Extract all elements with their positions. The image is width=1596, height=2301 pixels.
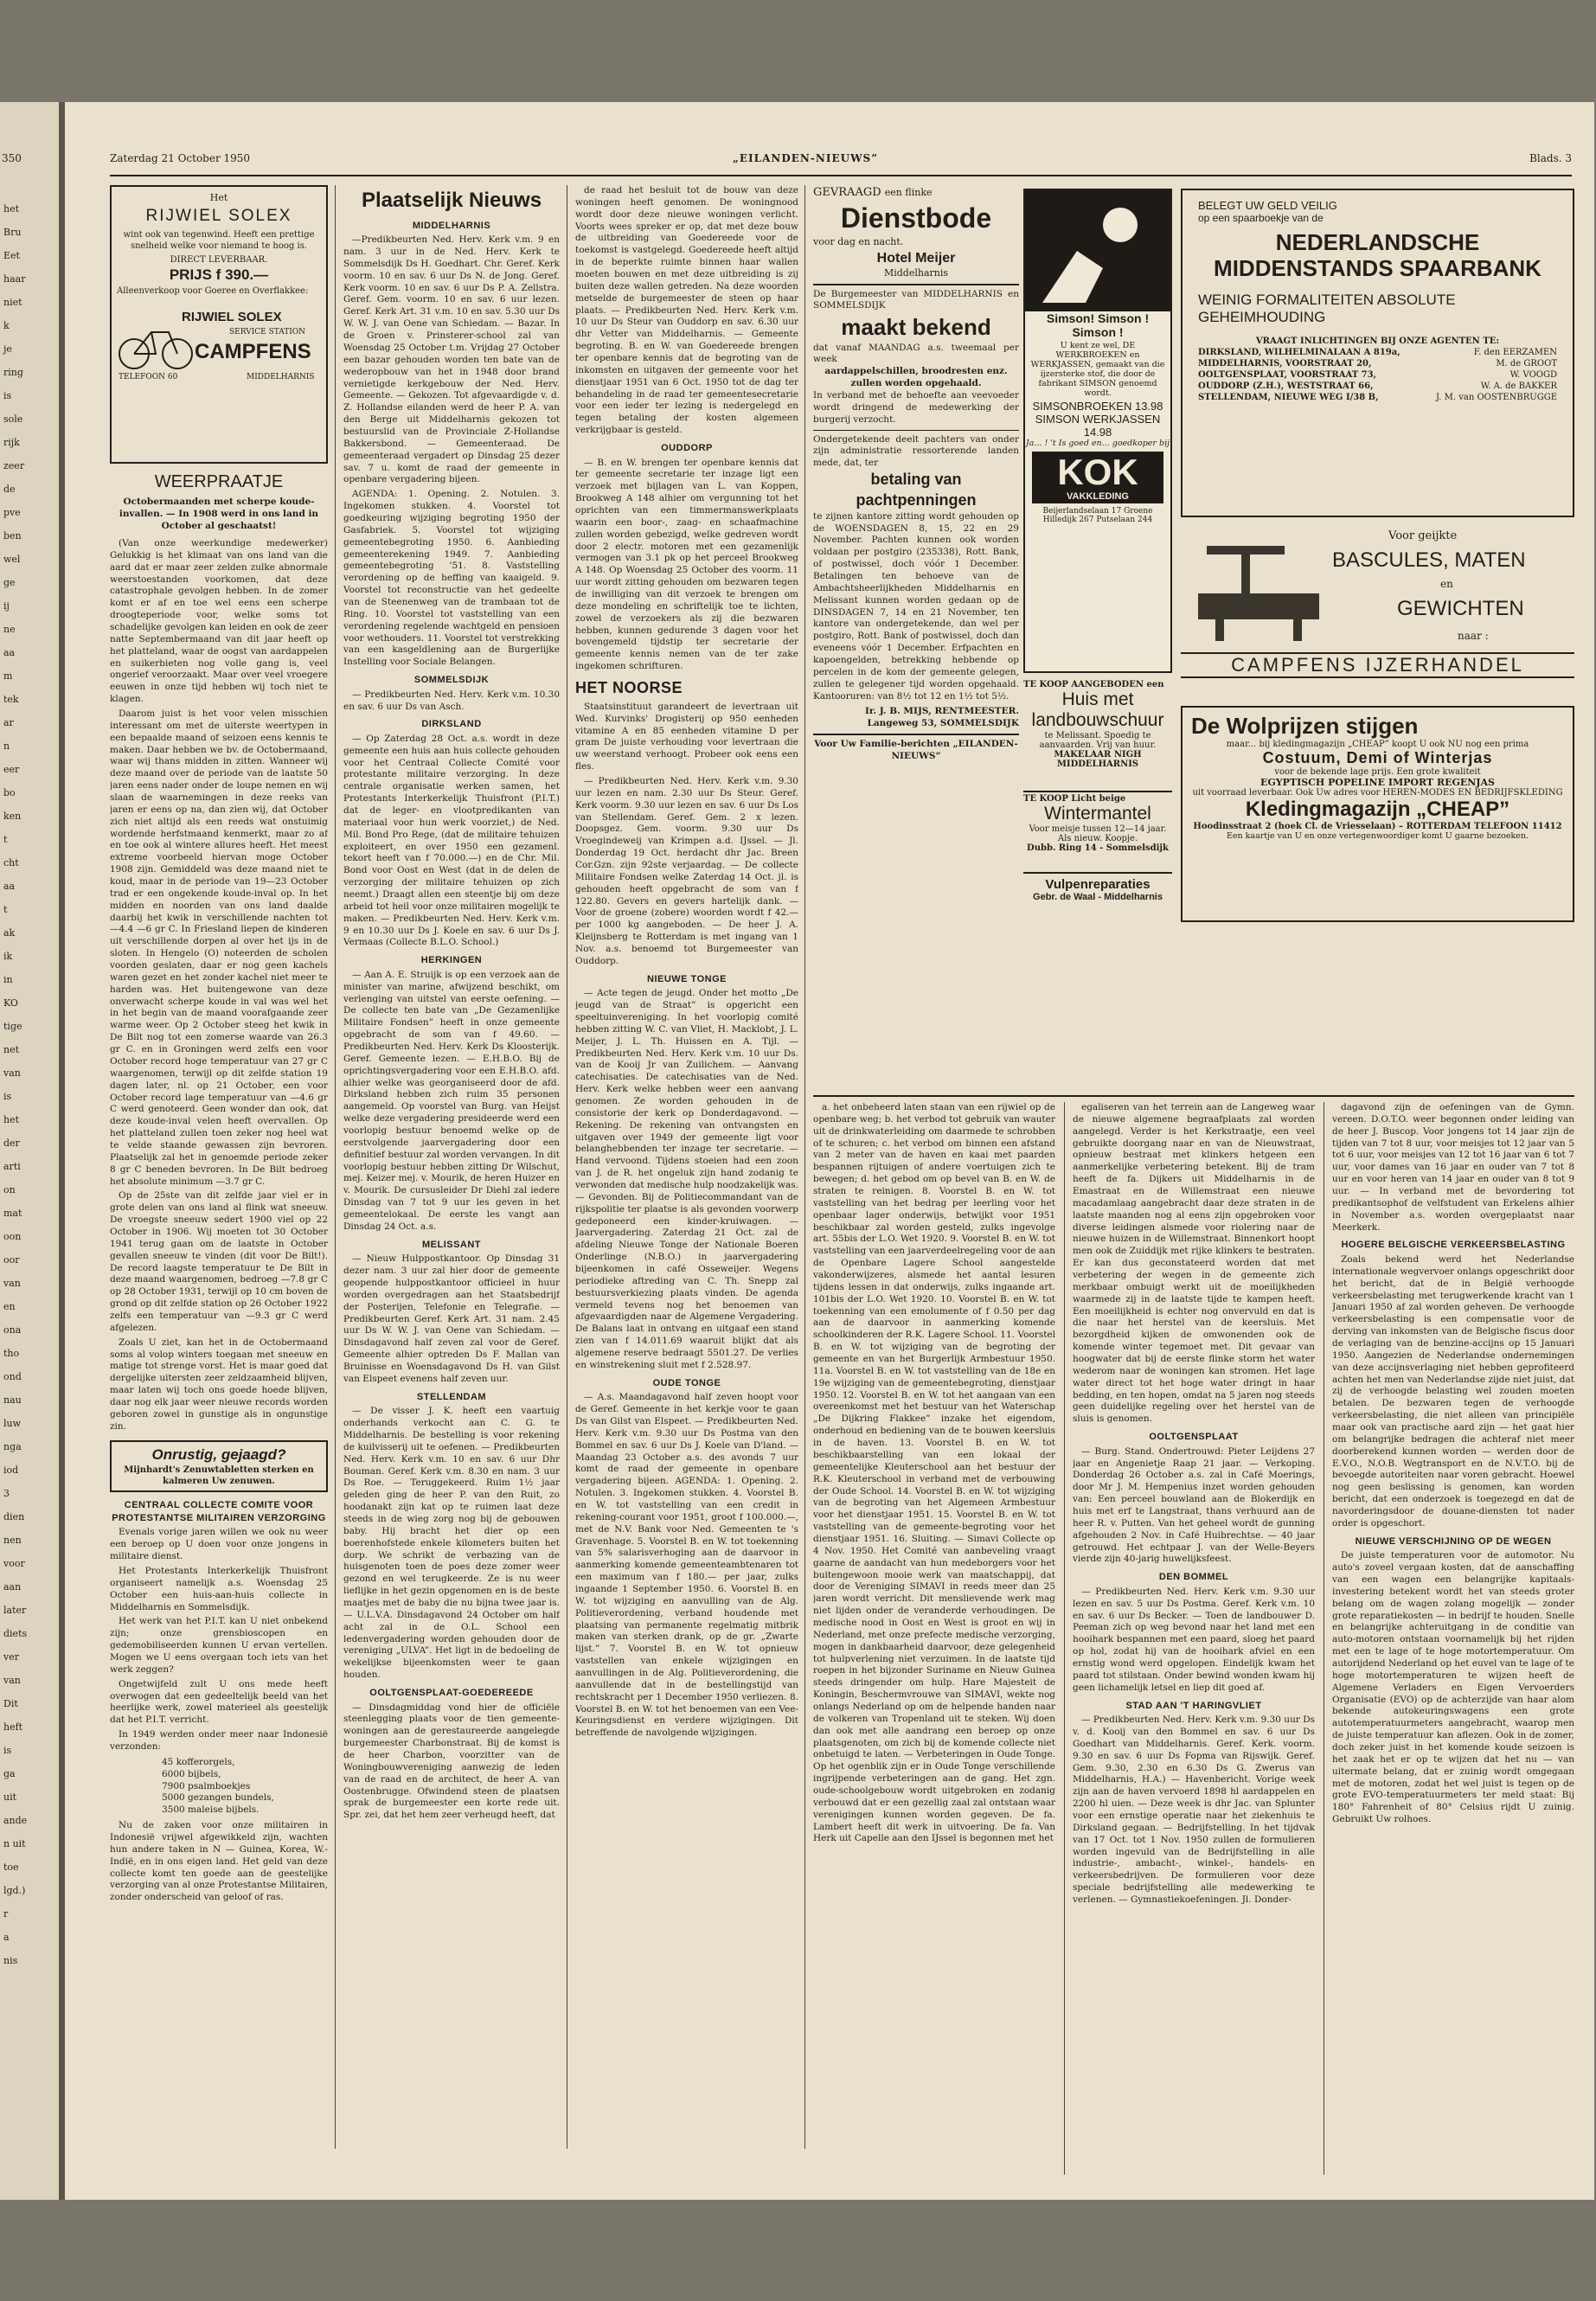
solex-advertisement [110, 185, 328, 464]
weerpraatje-subtitle: Octobermaanden met scherpe koude-invallen. — In 1908 werd in ons land in October al geschaatst! [119, 497, 319, 532]
section-text: — Predikbeurten Ned. Herv. Kerk v.m. 9.30 uur lezen en sav. 5 uur Ds Postma. Geref. Kerk v.m. 10 en sav. 6 uur Ds Becker. — Toen de landbouwer D. Peeman zich op weg bevond naar het land met een hooihark bespannen met een paard, sloeg het paard op hol, zodat hij van de hooihark afviel en een ernstig wond werd opgelopen. Eindelijk kwam het paard tot stilstaan. Onder bewind wonden kwam hij geen lichamelijk letsel en liep dit goed af. [1073, 1586, 1315, 1693]
previous-page-fragment: ge [3, 577, 16, 588]
pacht-sign: Ir. J. B. MIJS, RENTMEESTER. Langeweg 53, SOMMELSDIJK [864, 706, 1019, 729]
plaatselijk-nieuws-title: Plaatselijk Nieuws [361, 189, 542, 212]
previous-page-fragment: aa [3, 647, 16, 658]
section-text: de raad het besluit tot de bouw van deze woningen heeft genomen. De woningnood wordt door deze nieuwe woningen verlicht. Voorts wees spreker er op, dat met deze bouw de uitbreiding van Goedereede voor de toekomst is vastgelegd. Goedereede heeft altijd in de beperkte ruimte binnen haar wallen moeten bouwen en met deze uitbreiding is zij buiten deze wallen getreden. Na deze woorden metselde de burgemeester de steen op haar plaats. — Predikbeurten Ned. Herv. Kerk v.m. 10 uur Ds Steur van Ouddorp en sav. 6.30 uur dhr Vetter van Middelharnis. — Gemeente begroting. B. en W. van Goedereede brengen ter openbare kennis dat de begroting van de inkomsten en uitgaven der gemeente voor het dienstjaar 1951 van 6 Oct. 1950 tot de dag ter behandeling in de raad ter gemeentesecretarie voor een ieder ter lezing is nedergelegd en tegen betaling der kosten algemeen verkrijgbaar is gesteld. [575, 185, 798, 436]
kok-logo-sub: VAKKLEDING [1067, 491, 1129, 502]
logo-telefoon: TELEFOON 60 [119, 372, 178, 381]
previous-page-fragment: haar [3, 273, 26, 285]
section-heading: DEN BOMMEL [1158, 1572, 1229, 1583]
section-heading: NIEUWE TONGE [647, 973, 727, 984]
previous-page-fragment: ben [3, 530, 22, 542]
workman-silhouette-icon [1025, 190, 1170, 311]
previous-page-fragment: is [3, 1091, 12, 1102]
wol-title: De Wolprijzen stijgen [1191, 713, 1419, 739]
section-text: AGENDA: 1. Opening. 2. Notulen. 3. Ingekomen stukken. 4. Voorstel tot goedkeuring wijziging begroting 1950 der Gasfabriek. 5. Voorstel tot wijziging gemeentebegroting 1950. 6. Aanbieding gemeenterekening 1949. 7. Aanbieding gemeentebegroting '51. 8. Vaststelling verordening op de heffing van kaaigeld. 9. Voorstel tot reconstructie van het gedeelte van de Steenenweg van de trambaan tot de Ring. 10. Voorstel tot vaststelling van een verordening regelende wachtgeld en pensioen voor wethouders. 11. Voorstel tot verstrekking van een kasgeldlening aan de Burgerlijke Instelling voor Sociale Belangen. [343, 489, 560, 668]
bekend-text: dat vanaf MAANDAG a.s. tweemaal per week [813, 342, 1019, 365]
wol-t5: uit voorraad leverbaar. Ook Uw adres voor HEREN-MODES EN BEDRIJFSKLEDING [1192, 788, 1563, 798]
previous-page-fragment: Eet [3, 250, 20, 261]
lower4-text: a. het onbeheerd laten staan van een rijwiel op de openbare weg; b. het verbod tot gebruik van wauter uit de drinkwaterleiding om daarmede te schrobben of te schuren; c. het verbod om binnen een afstand van 2 meter van de haven en kaai met paarden bespannen rijtuigen of andere voertuigen zich te bewegen; d. het gebod om op bevel van B. en W. de straten te reinigen. 8. Voorstel B. en W. tot vaststelling van het bedrag per leerling voor het openbaar lager onderwijs, betwijkt voor 1951 beschikbaar zal worden gesteld, zulks ingevolge art. 55bis der L.O. Wet 1920. 9. Voorstel B. en W. tot vaststelling van een jaarverdeelregeling voor de aan de Openbare Lagere School aangestelde vakonderwijzeres, alsmede het aantal lesuren tijdens lessen in dat onderwijs, zulks ingaande art. 101bis der L.O. Wet 1920. 10. Voorstel B. en W. tot toekenning van een emolumente of f 0.50 per dag aan de daarvoor in aanmerking komende schoolkinderen der R.K. Lagere School. 11. Voorstel B. en W. tot wijziging van de begroting der gemeente en van het Burgerlijk Armbestuur 1950. 11a. Voorstel B. en W. tot vaststelling van de 18e en 19e wijziging van de gemeentebegroting, dienstjaar 1950. 12. Voorstel B. en W. tot het aangaan van een overeenkomst met het bestuur van het Waterschap „De Dijkring Flakkee” inzake het eigendom, onderhoud en bediening van de te bouwen keersluis in de haven. 13. Voorstel B. en W. tot beschikbaarstelling van een lokaal der gemeentelijke Kleuterschool aan het bestuur der R.K. Kleuterschool in verband met de verbouwing der Oude School. 14. Voorstel B. en W. tot wijziging van de begroting van het Algemeen Armbestuur voor het dienstjaar 1951. 15. Voorstel B. en W. tot vaststelling van de gemeente-begroting voor het dienstjaar 1951. 16. Sluiting. — Simavi Collecte op 4 Nov. 1950. Het Comité van aanbeveling vraagt gaarne de aandacht van hun medeborgers voor het buitengewoon mooie werk van maatschappij, dat door de Vereniging SIMAVI in reeds meer dan 25 jaren wordt verricht. Dit menslievende werk mag niet lijden onder de veranderde verhoudingen. De medische nood in Oost en West is groot en wij in Nederland, met onze prefecte medische verzorging, mogen in dankbaarheid daarvoor, deze gelegenheid tot hulpverlening niet verzuimen. In de laatste tijd roepen in het bijzonder Suriname en Nieuw Guinea steeds dringender om hulp. Hare Majesteit de Koningin, Beschermvrouwe van SIMAVI, wekte nog onlangs Nederland op om de helpende handen naar de volkeren van Tropenland uit te steken. Wij doen dan ook met alle aandrang een beroep op onze plaatsgenoten, om zich bij de komende collecte niet onbetuigd te laten. — Verbeteringen in Oude Tonge. Op het ogenblik zijn er in Oude Tonge verschillende ingrijpende verbeteringen aan de gang. Het zgn. oude-schoolgebouw wordt uitgebroken en zodanig verbouwd dat er een gezellig zaal zal ontstaan waar verenigingen kunnen worden gegeven. De fa. Lambert heeft dit werk in uitvoering. De fa. Van Herk uit Capelle aan den IJssel is begonnen met het [813, 1102, 1055, 1844]
vulpen-title: Vulpenreparaties [1045, 877, 1151, 892]
campfens-logo [117, 302, 321, 397]
bascules-l3: en [1440, 578, 1453, 590]
kok-text: U kent ze wel, DE WERKBROEKEN en WERKJASSEN, gemaakt van die ijzersterke stof, die door de fabrikant SIMSON genoemd wordt. [1030, 341, 1165, 398]
bank-agent-name: W. A. de BAKKER [1480, 381, 1557, 391]
previous-page-fragment: ring [3, 367, 23, 378]
previous-page-fragment: ga [3, 1768, 16, 1779]
huis-text: te Melissant. Spoedig te aanvaarden. Vrij van huur. [1039, 731, 1157, 750]
onrustig-text: Mijnhardt's Zenuwtabletten sterken en kalmeren Uw zenuwen. [124, 1465, 314, 1487]
previous-page-fragment: tho [3, 1348, 20, 1359]
winter-title: Wintermantel [1044, 804, 1151, 824]
previous-page-fragment: wel [3, 554, 21, 565]
previous-page-fragment: nga [3, 1441, 22, 1452]
section-text: — Predikbeurten Ned. Herv. Kerk v.m. 9.30 uur lezen en nam. 2.30 uur Ds Steur. Geref. Kerk voorm. 9.30 uur lezen en sav. 6 uur Ds Los van Stellendam. Geref. Gem. 2 x lezen. Doopsgez. Gem. voorm. 9.30 uur Ds Vroegindeweij van Krimpen a.d. IJssel. — Jl. Donderdag 19 Oct. herdacht dhr Jac. Breen Cor.Gzn. zijn 92ste verjaardag. — De collecte Militaire Fondsen welke Zaterdag 14 Oct. jl. is gehouden heeft opgebracht de som van f 122.80. Gevers en gevers hartelijk dank. — Voor de groene (zobere) woorden wordt f 42.— per 1000 kg aangeboden. — De heer J. A. Kleijnsberg te Rotterdam is met ingang van 1 Nov. a.s. benoemd tot Burgemeester van Ouddorp. [575, 775, 798, 966]
column-2 [343, 185, 560, 2175]
bank-agent-name: M. de GROOT [1496, 359, 1557, 369]
previous-page-fragment: ar [3, 717, 14, 728]
column-4-lower [813, 1102, 1055, 2175]
cc-list [110, 1757, 328, 1817]
header-paper-name: „EILANDEN-NIEUWS” [733, 152, 879, 164]
bank-agent-row [1198, 393, 1557, 402]
dienstbode-advertisement [813, 185, 1019, 285]
section-text: — B. en W. brengen ter openbare kennis dat ter gemeente secretarie ter inzage ligt een verzoek met bijlagen van L. van Koppen, Brookweg A 148 alhier om vergunning tot het oprichten van een timmermanswerkplaats waarin een boor-, zaag- en schaafmachine zullen worden gebezigd, welke gedreven wordt door 2 electr. motoren met een gezamenlijk vermogen van 3.1 pk op het perceel Brookweg A 148. Op Woensdag 25 October des voorm. 11 uur wordt zitting gehouden om bezwaren tegen de inwilliging van dit verzoek te brengen om deze mondeling en schriftelijk toe te lichten, zowel de verzoekers als zij die bezwaren hebben, kunnen gedurende 3 dagen voor het bovengemeld tijdstip ter secretarie der gemeente kennis nemen van de ter zake ingekomen schrifturen. [575, 457, 798, 672]
previous-page-fragment: nau [3, 1394, 22, 1406]
section-text: Zoals bekend werd het Nederlandse internationale wegvervoer onlangs opgeschrikt door het bericht, dat de in België verhoogde verkeersbelasting met terugwerkende kracht van 1 Januari 1950 af zal worden geheven. De verhoogde verkeersbelasting is een compensatie voor de derving van inkomsten van de Belgische fiscus door de verlaging van de benzine-accijns op 15 Januari 1950. Aangezien de Nederlandse ondernemingen van deze accijnsverlaging niet hebben geprofiteerd achten het men van Nederlandse zijde niet juist, dat zij de verhoogde belasting wel zouden moeten betalen. De bezwaren tegen de verhoogde verkeersbelasting, die niet alleen van principiële maar ook van practische aard zijn — het gaat hier om belangrijke bedragen die achteraf niet meer doorberekend kunnen worden — werden door de E.V.O., N.O.B. Wegtransport en de N.V.T.O. bij de bevoegde autoriteiten naar voren gebracht. Hoewel nog geen beslissing is genomen, kan worden bericht, dat een onderzoek is toegezegd en dat de navorderingsdoor de douane-diensten tot nader order is opgeschort. [1332, 1253, 1574, 1529]
previous-page-fragment: oon [3, 1231, 22, 1242]
previous-page-fragment: 3 [3, 1488, 10, 1499]
previous-page-fragment: n uit [3, 1838, 26, 1849]
bekend-items: aardappelschillen, broodresten enz. zullen worden opgehaald. [824, 366, 1008, 389]
previous-page-fragment: aa [3, 881, 16, 892]
kok-logo [1032, 452, 1163, 503]
cc-list-item: 45 kofferorgels, [162, 1756, 235, 1767]
previous-page-fragment: luw [3, 1418, 22, 1429]
bascules-advertisement [1181, 524, 1574, 697]
previous-page-fragment: oor [3, 1254, 20, 1266]
previous-page-fragment: heft [3, 1721, 23, 1733]
header-date: Zaterdag 21 October 1950 [110, 152, 251, 164]
previous-page-fragment: tige [3, 1021, 22, 1032]
section-text: — Burg. Stand. Ondertrouwd: Pieter Leijdens 27 jaar en Angenietje Raap 21 jaar. — Verkoping. Donderdag 26 October a.s. zal in Café Moerings, door Mr J. M. Hempenius inzet worden gehouden van: Een perceel bouwland aan de Blokerdijk en huis met erf te Langstraat, thans verhuurd aan de heer R. v. Putten. Van het geheel wordt de gunning afgehouden 2 Nov. in Café Huibrechtse. — 40 jaar getrouwd. Het echtpaar J. van der Welle-Beyers vierde zijn 40-jarig huwelijksfeest. [1073, 1445, 1315, 1565]
wol-t2: Costuum, Demi of Winterjas [1262, 749, 1493, 766]
kok-goedkoper: Ja... ! 't Is goed en... goedkoper bij [1025, 439, 1170, 448]
previous-page-fragment: lgd.) [3, 1885, 26, 1896]
huis-advertisement [1023, 680, 1172, 792]
bank-line1: BELEGT UW GELD VEILIG [1198, 199, 1337, 212]
wolprijzen-advertisement [1181, 706, 1574, 922]
weer-paragraph: Daarom juist is het voor velen misschien interessant om met de uiterste weertypen in een bepaalde maand of seizoen eens kennis te maken. Daar hebben we bv. de Octobermaand, waar wij thans midden in zitten. Wanneer wij deze maand over de periode van de laatste 50 jaren eens nader onder de loupe nemen en wij slaan de waarnemingen in deze reeks van jaren er eens op na, dan zien wij, dat October zich niet altijd als een reeds wat onstuimig wordende herfstmaand kenmerkt, maar zo af en toe ook al wintere allures heeft. Het meest extreme voorbeeld hiervan moge October 1908 zijn. Gemiddeld was deze maand niet te koud, maar in de periode van 19—23 October trad er een ongekende koude-inval op. In het midden en noorden van ons land daalde daarbij het kwik in verschillende nachten tot —4.4 —6 gr C. In Friesland liepen de kinderen uit verschillende dorpen al over het ijs in de sloten. In Hengelo (O) noteerden de scholen voorden geslaten, daar er nog geen kachels waren gezet en het zonder kachel niet meer te harden was. Het buitengewone van deze onverwacht scherpe koude in val was wel het in het begin van de maand voorafgaande zeer warme weer. Op 2 October steeg het kwik in De Bilt nog tot een zomerse waarde van 26.3 gr C. en in Groningen werd zelfs een voor October record hoge temperatuur van 27 gr C waargenomen, terwijl op dit zelfde station 19 dagen later, nl. op 21 October, een voor October record lage temperatuur van —4.6 gr C werd genoteerd. Geen wonder dan ook, dat deze koude-inval velen heeft overvallen. Op het platteland zullen toen zeker nog heel wat te velde staande gewassen zijn bevroren. Plaatselijk zal het in genoemde periode zeker 8 gr C beneden bevroren. In De Bilt bedroeg het absolute minimum —3.7 gr C. [110, 708, 328, 1187]
previous-page-fragment: het [3, 203, 20, 215]
lower6-text: dagavond zijn de oefeningen van de Gymn. vereen. D.O.T.O. weer begonnen onder leiding van de heer J. Buscop. Voor jongens tot 14 jaar zijn de tijden van 7 tot 8 uur, voor meisjes tot 12 jaar van 5 tot 6 uur, voor meisjes van 12 tot 16 jaar van 6 tot 7 uur, voor dames van 16 jaar en ouder van 7 tot 8 uur en voor heren van 14 jaar en ouder van 8 tot 9 uur. — In verband met de bevordering tot predikantsophof de velfstudent van Erkelens alhier in November a.s. worden overgeplaatst naar Meerkerk. [1332, 1102, 1574, 1233]
bank-formaliteiten: WEINIG FORMALITEITEN ABSOLUTE GEHEIMHOUDING [1198, 292, 1456, 325]
previous-page-fragment: cht [3, 857, 19, 868]
previous-page-fragment: is [3, 390, 12, 401]
simson-jassen: SIMSON WERKJASSEN 14.98 [1035, 413, 1161, 439]
solex-direct: DIRECT LEVERBAAR. [170, 254, 268, 265]
wol-t1: maar... bij kledingmagazijn „CHEAP” koopt U ook NU nog een prima [1226, 740, 1529, 749]
dienstbode-hours: voor dag en nacht. [813, 236, 904, 248]
vulpen-advertisement [1023, 877, 1172, 920]
cc-paragraph: In 1949 werden onder meer naar Indonesië verzonden: [110, 1729, 328, 1753]
cc-body [110, 1527, 328, 1753]
previous-page-fragment: der [3, 1138, 20, 1149]
bank-agent-name: F. den EERZAMEN [1473, 348, 1557, 357]
section-heading: OUDE TONGE [652, 1377, 721, 1388]
bank-agent-place: DIRKSLAND, WILHELMINALAAN A 819a, [1198, 348, 1401, 357]
previous-page-fragment: voor [3, 1558, 25, 1569]
winter-label: TE KOOP Licht beige [1023, 794, 1126, 804]
previous-page-fragment: de [3, 484, 16, 495]
column-3-body [575, 185, 798, 1740]
section-heading: OOLTGENSPLAAT [1149, 1432, 1239, 1443]
dienstbode-title: Dienstbode [840, 202, 992, 234]
section-text: — Op Zaterdag 28 Oct. a.s. wordt in deze gemeente een huis aan huis collecte gehouden voor het Centraal Collecte Comité voor protestante militaire verzorging. In deze centrale organisatie werken samen, het Protestants Interkerkelijk Thuisfront (P.I.T.) dat de leger- en vlootpredikanten van materiaal voor hun werk voorziet,) de Ned. Mil. Bond Pro Rege, (dat de militaire tehuizen exploiteert, en over 1950 een gezamenl. tekort heeft van f 70.000.—) en de Chr. Mil. Bond voor Oost en West (dat in de delen de verzorging der militaire tehuizen op zich neemt.) Draagt allen een steentje bij om deze arbeid tot heil voor onze militairen mogelijk te maken. — Predikbeurten Ned. Herv. Kerk v.m. 9 en 10.30 uur Ds J. Koele en sav. 6 uur Ds J. Vermaas (Collecte B.L.O. School.) [343, 733, 560, 948]
wol-t6: Kledingmagazijn „CHEAP” [1245, 798, 1510, 821]
previous-page-fragment: nis [3, 1955, 18, 1966]
column-rule [335, 185, 336, 2149]
previous-page-fragment: je [3, 343, 12, 355]
wol-t7: Hoodinsstraat 2 (hoek Cl. de Vriesselaan) – ROTTERDAM TELEFOON 11412 [1193, 822, 1562, 831]
column-3 [575, 185, 798, 2175]
section-text: — Acte tegen de jeugd. Onder het motto „De jeugd van de Straat” is opgericht een speeltuinvereniging. In het voorlopig comité hebben zitting W. C. van Vliet, H. Macklobt, J. L. Meijer, J. L. Th. Huissen en A. Tijl. — Predikbeurten Ned. Herv. Kerk v.m. 10 uur Ds. van de Kooij Jr van Zuilichem. — Aanvang catechisaties. De catechisaties van de Ned. Herv. Kerk welke hebben weer een aanvang genomen. Ze worden gehouden in de consistorie der kerk op Donderdagavond. — Rekening. De rekening van ontvangsten en uitgaven over 1949 der gemeente ligt voor belanghebbenden ter inzage ter secretarie. — Hand vervoond. Tijdens stoeien had een zoon van J. de R. het ongeluk zijn hand zodanig te verwonden dat medische hulp noodzakelijk was. — Gevonden. Bij de Politiecommandant van de rijkspolitie ter plaatse is als gevonden voorwerp gedeponeerd een kinder-kruiwagen. — Jaarvergadering. Zaterdag 21 Oct. zal de afdeling Nieuwe Tonge der Nationale Boeren Onderlinge (N.B.O.) in jaarvergadering bijeenkomen in café Osseweijer. Wegens periodieke aftreding van C. Th. Snepp zal bestuursverkiezing plaats vinden. De agenda vermeld tevens nog het benoemen van afgevaardigden naar de Algemene Vergadering. De Balans laat in ontvang en uitgaaf een stand zien van f 14.011.69 waaruit blijkt dat als algemene reserve bedraagt 5501.27. De verlies en winstrekening sluit met f 2.528.97. [575, 988, 798, 1370]
column-6-lower [1332, 1102, 1574, 2175]
previous-page-fragment: Dit [3, 1698, 18, 1709]
logo-campfens: CAMPFENS [195, 339, 311, 363]
previous-page-fragment: ken [3, 811, 22, 822]
section-heading: DIRKSLAND [421, 719, 482, 730]
previous-page-fragment: ande [3, 1815, 28, 1826]
section-heading: MELISSANT [421, 1239, 482, 1250]
previous-page-fragment: iod [3, 1465, 19, 1476]
cc-paragraph: Het werk van het P.I.T. kan U niet onbekend zijn; onze grensbioscopen en gedemobiliseerden kunnen U ervan vertellen. Mogen we U eens overgaan toch iets van het werk zeggen? [110, 1616, 328, 1675]
winter-addr: Dubb. Ring 14 - Sommelsdijk [1027, 843, 1169, 853]
bank-agent-row [1198, 348, 1557, 357]
previous-page-fragment: bo [3, 787, 16, 798]
bank-agent-place: OOLTGENSPLAAT, VOORSTRAAT 73, [1198, 370, 1377, 380]
bank-agents-intro: VRAAGT INLICHTINGEN BIJ ONZE AGENTEN TE: [1255, 336, 1500, 346]
solex-het: Het [209, 192, 228, 203]
maakt-bekend-title: maakt bekend [841, 314, 991, 341]
previous-page-fragment: r [3, 1908, 9, 1920]
weer-paragraph: Zoals U ziet, kan het in de Octobermaand soms al volop winters toegaan met sneeuw en matige tot strenge vorst. Het is maar goed dat dergelijke uitersten zeer zeldzaamheid blijven, maar laten wij toch ons goede hoede blijven, daar nog elk jaar weer nieuwe records worden geboren zowel in gunstige als in ongunstige zin. [110, 1336, 328, 1432]
bank-agent-place: STELLENDAM, NIEUWE WEG I/38 B, [1198, 393, 1379, 402]
previous-page-strip [0, 102, 61, 2200]
previous-page-fragment: uit [3, 1791, 17, 1803]
previous-page-fragment: k [3, 320, 10, 331]
section-text: — Predikbeurten Ned. Herv. Kerk v.m. 10.30 en sav. 6 uur Ds van Asch. [343, 689, 560, 712]
bekend-more: In verband met de behoefte aan veevoeder wordt dringend de medewerking der burgerij verzocht. [813, 390, 1019, 431]
hotel-place: Middelharnis [883, 267, 949, 279]
bank-name: NEDERLANDSCHE MIDDENSTANDS SPAARBANK [1214, 229, 1542, 281]
weer-paragraph: (Van onze weerkundige medewerker) Gelukkig is het klimaat van ons land van die aard dat er maar zeer zelden zulke abnormale weerstoestanden voorkomen, dat deze catastrophale gevolgen hebben. In de zomer komt er af en toe wel eens een scherpe droogteperiode voor, welke soms tot schadelijke gevolgen kan leiden en ook de zeer natte Septembermaand van dit jaar heeft op het platteland, waar de oogst van aardappelen en suikerbieten nog volle gang is, veel ongerief veroorzaakt. Maar over veel vroegere eeuwen in onze tijd hebben wij toch niet te klagen. [110, 537, 328, 705]
previous-page-fragment: ona [3, 1324, 22, 1336]
logo-middelharnis: MIDDELHARNIS [247, 372, 315, 381]
kok-advertisement [1023, 189, 1172, 673]
column-1 [110, 185, 328, 2175]
previous-page-fragment: tek [3, 694, 19, 705]
section-text: Staatsinstituut garandeert de levertraan uit Wed. Kurvinks' Drogisterij op 950 eenheden vitamine A en 85 eenheden vitamine D per gram De juiste verhouding voor levertraan die uw weerstand verhoogt. Probeer ook eens een fles. [575, 701, 798, 772]
previous-page-fragment: van [3, 1067, 21, 1079]
weerpraatje-title: WEERPRAATJE [154, 472, 284, 491]
column-4 [813, 185, 1019, 1093]
section-heading: SOMMELSDIJK [413, 675, 490, 686]
bascules-l6: CAMPFENS IJZERHANDEL [1181, 652, 1574, 678]
simson-broeken: SIMSONBROEKEN 13.98 [1032, 400, 1163, 413]
previous-page-fragment: t [3, 904, 8, 915]
previous-page-fragment: het [3, 1114, 20, 1125]
cc-paragraph: Ongetwijfeld zult U ons mede heeft overwogen dat een gedeeltelijk beeld van het heerlijke werk, zowel materieel als geestelijk dat het P.I.T. verricht. [110, 1678, 328, 1726]
ads-bottom-rule [813, 1095, 1574, 1097]
bank-agent-place: MIDDELHARNIS, VOORSTRAAT 20, [1198, 359, 1372, 369]
previous-page-fragment: a [3, 1932, 10, 1943]
bank-agent-row [1198, 381, 1557, 391]
previous-page-fragment: van [3, 1675, 21, 1686]
previous-page-fragment: diets [3, 1628, 28, 1639]
page-header [110, 152, 1572, 171]
pacht-intro: Ondergetekende deelt pachters van onder zijn administratie ressorterende landen mede, dat, ter [813, 433, 1019, 469]
bascules-l1: Voor geijkte [1388, 529, 1458, 542]
previous-page-fragment: mat [3, 1208, 22, 1219]
previous-page-fragment: ak [3, 927, 16, 939]
logo-service: SERVICE STATION [229, 327, 306, 336]
solex-price: PRIJS f 390.— [169, 266, 269, 284]
previous-page-fragment: m [3, 670, 13, 682]
winter-text: Voor meisje tussen 12—14 jaar. Als nieuw. Koopje. [1029, 824, 1167, 843]
bank-agent-row [1198, 370, 1557, 380]
bank-agent-row [1198, 359, 1557, 369]
previous-page-fragment: aan [3, 1581, 22, 1593]
gevraagd-label: GEVRAAGD [813, 186, 881, 199]
previous-page-fragment: van [3, 1278, 21, 1289]
section-text: — Predikbeurten Ned. Herv. Kerk v.m. 9.30 uur Ds v. d. Kooij van den Bommel en sav. 6 uur Ds Goedhart van Middelharnis. Geref. Kerk. voorm. 9.30 en sav. 6 uur Ds Fopma van Rijswijk. Geref. Gem. 9.30, 2.30 en 6.30 Ds G. Zwerus van Middelharnis, H.A.) — Havenbericht. Vorige week zijn aan de haven vervoerd 1898 hl aardappelen en 2200 hl uien. — Deze week is dhr Jac. van Splunter voor een ernstige operatie naar het ziekenhuis te Dirksland gegaan. — Bedrijfstelling. In het tijdvak van 17 Oct. tot 1 Nov. 1950 zullen de formulieren worden ingevuld van de Bedrijfstelling in alle industrie-, ambacht-, winkel-, handels- en verkeersbedrijven. De formulieren voor deze speciale bedrijfstelling alle medewerking te verlenen. — Gymnastiekoefeningen. Jl. Donder- [1073, 1715, 1315, 1905]
solex-title: RIJWIEL SOLEX [145, 206, 292, 225]
gevraagd-flinke: een flinke [884, 187, 933, 198]
cc-list-item: 7900 psalmboekjes [162, 1780, 251, 1791]
bank-agent-name: J. M. van OOSTENBRUGGE [1436, 393, 1557, 402]
wol-t8: Een kaartje van U en onze vertegenwoordiger komt U gaarne bezoeken. [1226, 831, 1529, 841]
pacht-title: betaling van pachtpenningen [856, 471, 977, 509]
previous-page-number: 350 [2, 152, 22, 164]
wol-t3: voor de bekende lage prijs. Een grote kwaliteit [1274, 767, 1481, 777]
huis-makelaar: MAKELAAR NIGH MIDDELHARNIS [1054, 750, 1142, 769]
bank-agent-name: W. VOOGD [1509, 370, 1557, 380]
cc-list-item: 6000 bijbels, [162, 1768, 221, 1779]
lower5-sections [1073, 1431, 1315, 1907]
bank-agent-place: OUDDORP (Z.H.), WESTSTRAAT 66, [1198, 381, 1374, 391]
cc-paragraph: Het Protestants Interkerkelijk Thuisfront organiseert namelijk a.s. Woensdag 25 October een huis-aan-huis collecte in Middelharnis en Sommelsdijk. [110, 1565, 328, 1612]
section-text: — Nieuw Hulppostkantoor. Op Dinsdag 31 dezer nam. 3 uur zal hier door de gemeente geopende hulppostkantoor officieel in huur worden overgedragen aan het Staatsbedrijf der Posterijen, Telefonie en Telegrafie. — Predikbeurten Geref. Kerk Art. 31 nam. 2.45 uur Ds W. W. J. van Oene van Schiedam. — Dinsdagavond half zeven zal voor de Geref. Gemeente alhier optreden Ds F. Mallan van Bruinisse en Woensdagavond Ds H. van Gilst van Elspeet evenens half zeven uur. [343, 1253, 560, 1384]
previous-page-fragment: ij [3, 600, 10, 612]
header-rule [110, 175, 1572, 176]
section-heading: NIEUWE VERSCHIJNING OP DE WEGEN [1355, 1535, 1552, 1547]
previous-page-fragment: t [3, 834, 8, 845]
pacht-text: te zijnen kantore zitting wordt gehouden op de WOENSDAGEN 8, 15, 22 en 29 November. Pachten kunnen ook worden voldaan per postgiro (235338), Rott. Bank, of postwissel, doch vóór 1 December. Betalingen ten behoeve van de Ambachtsheerlijkheden Middelharnis en Melissant kunnen worden gedaan op de DINSDAGEN 7, 14 en 21 November, ten kantore van ondergetekende, dan wel per postgiro, Rott. Bank of postwissel, doch dan eveneens vóór 1 December. Erfpachten en kapoengelden, betrekking hebbende op percelen in de kom der gemeente gelegen, zullen te gelegener tijd worden opgehaald. Kantooruren: van 8½ tot 12 en 1½ tot 5½. [813, 510, 1019, 702]
logo-solex: RIJWIEL SOLEX [182, 309, 282, 324]
previous-page-fragment: Bru [3, 227, 22, 238]
previous-page-fragment: rijk [3, 437, 20, 448]
section-heading: OOLTGENSPLAAT-GOEDEREEDE [369, 1688, 534, 1699]
section-heading: HOGERE BELGISCHE VERKEERSBELASTING [1341, 1240, 1566, 1251]
onrustig-title: Onrustig, gejaagd? [151, 1445, 286, 1463]
previous-page-fragment: ne [3, 624, 16, 635]
cc-end: Nu de zaken voor onze militairen in Indonesië vrijwel afgewikkeld zijn, wachten hun andere taken in N — Guinea, Korea, W.-Indië, en in ons eigen land. Het geld van deze collecte komt ten goede aan de geestelijke verzorging van al onze Protestantse Militairen, zonder onderscheid van geloof of ras. [110, 1820, 328, 1903]
previous-page-fragment: sole [3, 413, 23, 425]
previous-page-fragment: net [3, 1044, 20, 1055]
cc-paragraph: Evenals vorige jaren willen we ook nu weer een beroep op U doen voor onze jongens in militaire dienst. [110, 1527, 328, 1562]
previous-page-fragment: ik [3, 951, 13, 962]
previous-page-fragment: niet [3, 297, 22, 308]
solex-text: wint ook van tegenwind. Heeft een prettige snelheid welke voor niemand te hoog is. [123, 229, 315, 251]
lower6-sections [1332, 1239, 1574, 1826]
column-rule [1064, 1102, 1065, 2175]
hotel-name: Hotel Meijer [876, 250, 956, 266]
bank-agents [1198, 348, 1557, 402]
wol-t4: EGYPTISCH POPELINE IMPORT REGENJAS [1260, 777, 1495, 788]
gevraagd-line [813, 185, 1019, 200]
lower5-text: egaliseren van het terrein aan de Langeweg waar de nieuwe algemene begraafplaats zal worden aangelegd. Verder is het Kerkstraatje, een veel gebruikte doorgang naar en van de Nieuwstraat, opnieuw bestraat met klinkers hetgeen een aanmerkelijke verbetering betekent. Bij de tram heeft de fa. Dijkers uit Middelharnis in de Emastraat en de Willemstraat een nieuwe macadamlaag aangebracht daar deze straten in de laatste maanden nog al eens zijn opgebroken voor diverse leidingen alsmede voor riolering naar de nieuwe huizen in de Willemstraat. Binnenkort hoopt men ook de Zuiddijk met rijke klinkers te bestraten. Er kan dus geconstateerd worden dat met verbetering der wegen in de gemeente zich merkbaar ombuigt werkt uit de moeilijkheden waarmede zij in de laatste tijde te kampen heeft. Een moeilijkheid is echter nog onvervuld en dat is die naar het herstel van de keersluis. Met bezorgdheid kijken de omwonenden ook de komende winter tegemoet met. Dit gevaar van hoogwater dat bij de eerste flinke storm het water wederom naar de woningen kan stromen. Het lage water direct tot het hoge water dringt in haar bedding, en ten hopen, omdat na 5 jaren nog steeds geen duidelijke regeling over het herstel van de sluis is genomen. [1073, 1102, 1315, 1425]
previous-page-fragment: pve [3, 507, 21, 518]
bank-line2: op een spaarboekje van de [1198, 212, 1324, 224]
section-heading: MIDDELHARNIS [412, 220, 491, 231]
section-heading: STAD AAN 'T HARINGVLIET [1125, 1700, 1262, 1711]
previous-page-fragments [3, 197, 55, 1972]
section-text: — A.s. Maandagavond half zeven hoopt voor de Geref. Gemeente in het kerkje voor te gaan Ds van Gilst van Elspeet. — Predikbeurten Ned. Herv. Kerk v.m. 9.30 uur Ds Postma van den Bommel en sav. 6 uur Ds J. Koele van D'land. — Maandag 23 October a.s. des avonds 7 uur komt de raad der gemeente in openbare vergadering bijeen. AGENDA: 1. Opening. 2. Notulen. 3. Ingekomen stukken. 4. Voorstel B. en W. tot vaststelling van een credit in rekening-courant voor 1951, groot f 100.000.—, met de N.V. Bank voor Ned. Gemeenten te 's Gravenhage. 5. Voorstel B. en W. tot toekenning van 5% salarisverhoging aan de daarvoor in aanmerking komende gemeenteambtenaren tot een maximum van f 180.— per jaar, zulks ingaande 1 September 1950. 6. Voorstel B. en W. tot wijziging en aanvulling van de Alg. Politieverordening, verband houdende met plaatsing van permanente regelmatig mitbrik maken van sterken drank, op de gr. „Zwarte lijst.” 7. Voorstel B. en W. tot opnieuw vaststellen van enkele wijzigingen en aanvullingen in de Alg. Politieverordening, die aanvullende dat in de bestellingstijd van rechtskracht per 1 December 1950 verliezen. 8. Voorstel B. en W. tot het benoemen van een Vee-Keuringsdienst en verdere wijzigingen. Dit betreffende de navolgende wijzigingen. [575, 1392, 798, 1739]
weerpraatje-body [110, 538, 328, 1433]
cc-title: CENTRAAL COLLECTE COMITE VOOR PROTESTANTSE MILITAIREN VERZORGING [112, 1500, 326, 1523]
previous-page-fragment: KO [3, 997, 18, 1009]
vulpen-text: Gebr. de Waal - Middelharnis [1033, 892, 1163, 902]
familie-berichten: Voor Uw Familie-berichten „EILANDEN-NIEUWS” [813, 734, 1019, 763]
kok-addresses: Beijerlandselaan 17 Groene Hilledijk 267 Putselaan 244 [1042, 507, 1153, 524]
previous-page-fragment: on [3, 1184, 16, 1195]
onrustig-advertisement [110, 1440, 328, 1493]
bascules-l4: GEWICHTEN [1397, 597, 1524, 620]
column-rule [804, 185, 805, 2149]
section-heading: HERKINGEN [420, 955, 483, 966]
section-text: —Predikbeurten Ned. Herv. Kerk v.m. 9 en nam. 3 uur in de Ned. Herv. Kerk te Sommelsdijk Ds H. Goedhart. Chr. Geref. Kerk voorm. 10 en sav. 6 uur Ds N. de Jong. Geref. Kerk voorm. 10 en sav. 6 uur Ds P. A. Zellstra. Geref. Gem. voorm. 10 en sav. 6 uur lezen. Geref. Kerk Art. 31 v.m. 10 en sav. 5.30 uur Ds W. W. J. van Oene van Schiedam. — Bazar. In de Groen v. Prinsterer-school zal van Woensdag 25 October t.m. Vrijdag 27 October een bazar gehouden worden ten bate van de wederopbouw van het in 1948 door brand vernietigde kerkgebouw der Ned. Herv. Gemeente. — Gekozen. Tot afgevaardigde v. d. Z. Hollandse eilanden werd de heer P. A. van den Berge uit Middelharnis gekozen tot bestuurslid van de Provinciale Z-Hollandse Bakkersbond. — Gemeenteraad. De gemeenteraad vergadert op Dinsdag 25 dezer sav. 7 u. komt de raad der gemeente in openbare vergadering bijeen. [343, 234, 560, 485]
previous-page-fragment: is [3, 1745, 12, 1756]
huis-label: TE KOOP AANGEBODEN een [1023, 680, 1164, 689]
previous-page-fragment: later [3, 1605, 27, 1616]
previous-page-fragment: eer [3, 764, 20, 775]
previous-page-fragment: nen [3, 1535, 22, 1546]
previous-page-fragment: arti [3, 1161, 21, 1172]
previous-page-fragment: zeer [3, 460, 25, 471]
previous-page-fragment: n [3, 740, 10, 752]
bicycle-icon [117, 319, 195, 371]
weer-paragraph: Op de 25ste van dit zelfde jaar viel er in grote delen van ons land al flink wat sneeuw. De vroegste sneeuw sedert 1900 viel op 22 October in 1906. Wij moeten tot 30 October 1941 terug gaan om de laatste in October gevallen sneeuw te vinden (dit voor De Bilt!). De record laagste temperatuur te De Bilt in deze maand waargenomen, bedroeg —7.8 gr C op 28 October 1931, terwijl op 10 cm boven de grond op dit zelfde station op 26 October 1922 zelfs een temperatuur van —9.3 gr C werd afgelezen. [110, 1190, 328, 1333]
huis-title: Huis met landbouwschuur [1031, 689, 1164, 730]
previous-page-fragment: in [3, 974, 13, 985]
scale-icon [1189, 542, 1328, 654]
column-5-lower [1073, 1102, 1315, 2175]
section-text: — De visser J. K. heeft een vaartuig onderhands verkocht aan C. G. te Middelharnis. De bestelling is voor rekening de kuilvisserij uit te oefenen. — Predikbeurten Ned. Herv. Kerk v.m. 10 en sav. 6 uur Dhr Bouman. Geref. Kerk v.m. 8.30 en nam. 3 uur Ds Roe. — Teruggekeerd. Ruim 1½ jaar geleden ging de heer P. van den Ruit, zo hoodanakt zijn kat op te ruimen laat deze steeds in de wieg zorg nog bij de gebouwen baby. Hij bracht het dier op een boerenhofstede enkele kilometers buiten het dorp. We schrikt de verbazing van de huisgenoten toen de poes deze zomer weer gezond en wel terugkeerde. Ze is nu weer lieflijke in het gezin opgenomen en is de beste maatjes met de baby die nu bijna twee jaar is. — U.L.V.A. Dinsdagavond 24 October om half acht zal in de O.L. School een ledenvergadering worden gehouden door de vereniging „ULVA”. Het ligt in de bedoeling de wekelijkse bijeenkomsten weer te gaan houden. [343, 1406, 560, 1681]
previous-page-fragment: toe [3, 1862, 19, 1873]
newspaper-page [65, 102, 1594, 2200]
section-text: De juiste temperaturen voor de automotor. Nu auto's zoveel vergaan kosten, dat de aanschaffing van een wagen een belangrijke kapitaals-investering betekent wordt het van steeds groter belang om de wagen zolang mogelijk — zonder grote reparatiekosten — in bedrijf te houden. Snelle en belangrijke achteruitgang in de conditie van auto-motoren ontstaan voornamelijk bij het rijden met een te lage of te hoge motortemperatuur. Om autorijdend Nederland op het euvel van te lage of te hoge motortemperaturen te wijzen heeft de Algemene Verladers en Eigen Vervoerders Organisatie (EVO) op de achterzijde van haar alom bekende autokeuringswagens een grote autotemperatuurmeters aangebracht, waarop men de juiste temperatuur kan aflezen. Ook in de zomer, doch zeker juist in het komende koude seizoen is het zaak het er op te wijzen dat het nu — van uitermate belang, dat er zuinig wordt omgegaan met de motoren, zodat het wel juist is tegen op de grote EVO-temperatuurmeters ter meld staat: Bij 180° Fahrenheit of 80° Celsius rijdt U zuinig. Gebruikt Uw rolhoes. [1332, 1550, 1574, 1825]
column-2-body [343, 220, 560, 1822]
previous-page-fragment: ond [3, 1371, 22, 1382]
simson-heading: Simson! Simson ! Simson ! [1046, 311, 1150, 339]
previous-page-fragment: dien [3, 1511, 25, 1522]
bascules-l5: naar : [1458, 630, 1489, 642]
section-text: — Dinsdagmiddag vond hier de officiële steenlegging plaats voor de tien gemeente-woningen aan de gerestaureerde aangelegde burgemeester Charbonstraat. Bij de komst is de heer Charbon, voorzitter van de Woningbouwvereniging aanwezig de leden van de raad en de architect, de heer A. van Oostenbrugge. Ofwindend steen de plaatsen sprak de burgemeester een korte rede uit. Spr. zei, dat het hem zeer verheugd heeft, dat [343, 1702, 560, 1821]
previous-page-fragment: ver [3, 1651, 19, 1663]
bascules-l2: BASCULES, MATEN [1332, 548, 1526, 572]
header-page-number: Blads. 3 [1529, 152, 1572, 164]
section-heading-large: HET NOORSE [575, 679, 683, 697]
section-text: — Aan A. E. Struijk is op een verzoek aan de minister van marine, afwijzend beschikt, om verlenging van uitstel van eerste oefening. — De collecte ten bate van „De Gezamenlijke Militaire Fondsen” heeft in onze gemeente opgebracht de som van f 49.60. — Predikbeurten Ned. Herv. Kerk Ds Kloosterijk. Geref. Gemeente lezen. — E.H.B.O. Bij de oprichtingsvergadering voor een E.H.B.O. afd. alhier welke was georganiseerd door de afd. Dirksland hebben zich ruim 35 personen aangemeld. Op voorstel van Burg. van Heijst welke deze vergadering presideerde werd een voorlopig bestuur benoemd welke op de eerstvolgende jaarvergadering door een definitief bestuur zal worden vervangen. In dit voorlopig bestuur hebben zitting Dr Wilschut, mej. Keizer mej. v. Mourik, de heren Huizer en v. Mourik. De cursusleider Dr Diehl zal iedere Dinsdag van 7 tot 9 uur les geven in het gemeentelokaal. De eerste les vangt aan Dinsdag 24 Oct. a.s. [343, 969, 560, 1232]
cc-list-item: 3500 maleise bijbels. [162, 1804, 260, 1816]
cc-list-item: 5000 gezangen bundels, [162, 1792, 274, 1804]
solex-dealer: Alleenverkoop voor Goeree en Overflakkee: [117, 285, 309, 296]
section-heading: STELLENDAM [416, 1391, 487, 1402]
kok-logo-text: KOK [1057, 452, 1138, 492]
section-heading: OUDDORP [661, 443, 713, 454]
spaarbank-advertisement [1181, 189, 1574, 517]
previous-page-fragment: en [3, 1301, 16, 1312]
burgemeester-line: De Burgemeester van MIDDELHARNIS en SOMMELSDIJK [813, 288, 1019, 311]
wintermantel-advertisement [1023, 794, 1172, 874]
